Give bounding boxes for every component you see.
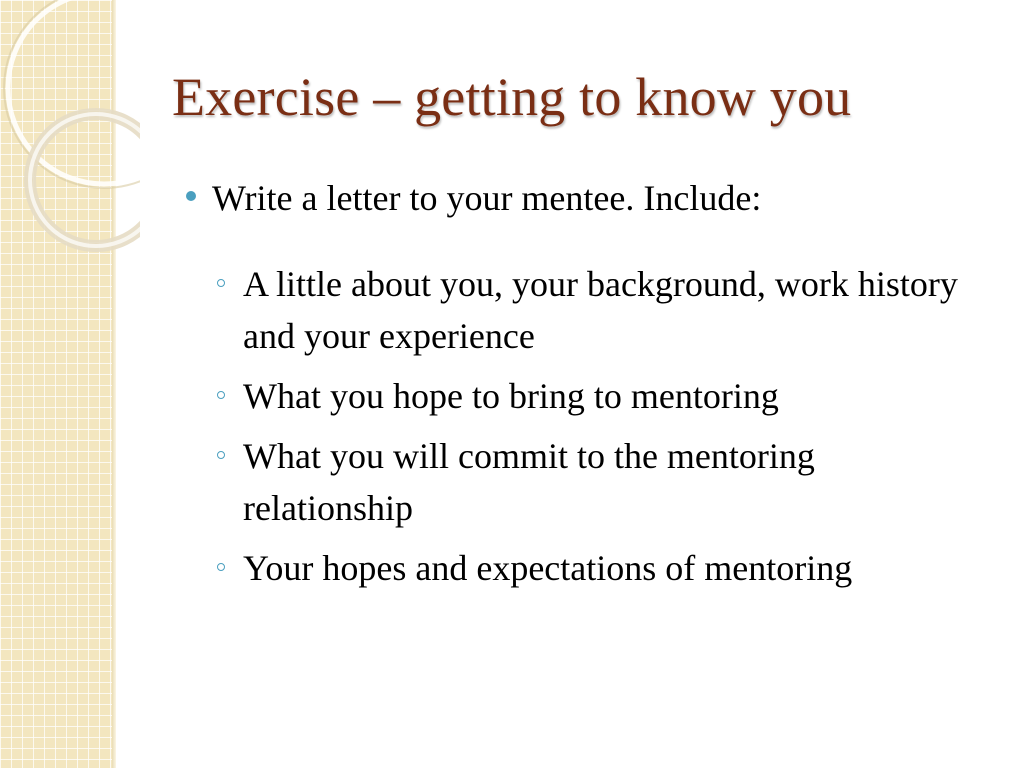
sub-bullet-text: What you will commit to the mentoring relationship bbox=[243, 436, 815, 528]
ring-bullet-icon bbox=[217, 279, 225, 287]
decorative-ring-large-shade bbox=[4, 0, 140, 188]
main-bullet-text: Write a letter to your mentee. Include: bbox=[212, 178, 762, 218]
sub-bullet-text: Your hopes and expectations of mentoring bbox=[243, 548, 853, 588]
sub-bullet-list bbox=[186, 258, 986, 594]
bullet-dot-icon bbox=[186, 191, 196, 201]
sub-bullet bbox=[186, 542, 983, 594]
ring-bullet-icon bbox=[217, 451, 225, 459]
sub-bullet bbox=[186, 430, 983, 534]
ring-bullet-icon bbox=[217, 563, 225, 571]
sub-bullet-text: What you hope to bring to mentoring bbox=[243, 376, 779, 416]
bullet-list bbox=[186, 172, 986, 602]
sub-bullet bbox=[186, 370, 983, 422]
decorative-ring-large bbox=[8, 0, 140, 184]
decorative-rings bbox=[0, 0, 140, 260]
slide-title: Exercise – getting to know you bbox=[172, 67, 852, 127]
sub-bullet bbox=[186, 258, 983, 362]
main-bullet bbox=[186, 172, 986, 594]
sub-bullet-text: A little about you, your background, work history and your experience bbox=[243, 264, 958, 356]
ring-bullet-icon bbox=[217, 391, 225, 399]
